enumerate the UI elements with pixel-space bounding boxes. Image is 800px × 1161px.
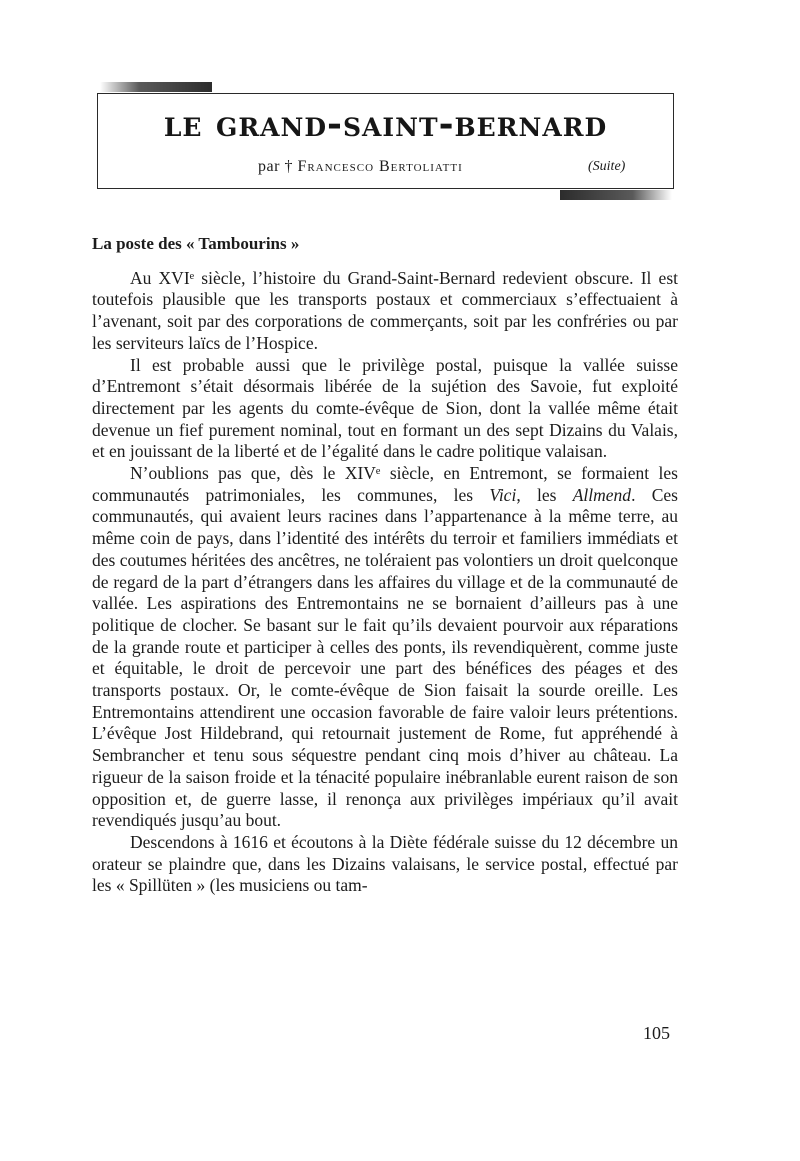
header-top-rule (100, 82, 212, 92)
article-body (92, 233, 678, 897)
term-vici: Vici (489, 484, 517, 505)
article-title: le grand-saint-bernard (163, 103, 608, 145)
paragraph-3 (92, 463, 678, 832)
term-allmend: Allmend (572, 484, 632, 505)
byline-par: par (258, 158, 280, 175)
paragraph-3-part-b: , les (516, 484, 573, 505)
paragraph-3-part-c: . Ces communautés, qui avaient leurs racines dans l’appartenance à la même terre, au même coin de pays, dans l’identité des intérêts du terroir et familiers immédiats et des coutumes héritées des ancêtres, ne toléraient pas volontiers un droit quelconque de regard de la part d’étrangers dans les affaires du village et de la communauté de vallée. Les aspirations des Entremontains ne se bornaient d’ailleurs pas à une politique de clocher. Se basant sur le fait qu’ils devaient pourvoir aux réparations de la grande route et participer à celles des ponts, ils revendiquèrent, comme juste et équitable, le droit de percevoir une part des bénéfices des péages et des transports postaux. Or, le comte-évêque de Sion faisait la sourde oreille. Les Entremontains attendirent une occasion favorable de faire valoir leurs prétentions. L’évêque Jost Hildebrand, qui retournait justement de Rome, fut appréhendé à Sembrancher et tenu sous séquestre pendant cinq mois d’hiver au château. La rigueur de la saison froide et la ténacité populaire inébranlable eurent raison de son opposition et, de guerre lasse, il renonça aux privilèges impériaux qu’il avait revendiqués jusqu’au bout. (92, 484, 678, 831)
dagger-symbol: † (284, 158, 293, 175)
byline (258, 158, 463, 176)
paragraph-2: Il est probable aussi que le privilège postal, puisque la vallée suisse d’Entremont s’était désormais libérée de la sujétion des Savoie, fut exploité directement par les agents du comte-évêque de Sion, dont la vallée même était devenue un fief purement nominal, tout en formant un des sept Dizains du Valais, et en jouissant de la liberté et de l’égalité dans le cadre politique valaisan. (92, 354, 678, 462)
section-heading: La poste des « Tambourins » (92, 234, 300, 253)
page-number: 105 (643, 1023, 670, 1043)
suite-note: (Suite) (588, 159, 626, 174)
paragraph-3-part-a: N’oublions pas que, dès le XIVᵉ siècle, en Entremont, se formaient les communautés patrimoniales, les communes, les (92, 463, 678, 505)
paragraph-1: Au XVIᵉ siècle, l’histoire du Grand-Saint-Bernard redevient obscure. Il est toutefois plausible que les transports postaux et commerciaux s’effectuaient à l’avenant, soit par des corporations de commerçants, soit par les confréries ou par les serviteurs laïcs de l’Hospice. (92, 267, 678, 353)
header-bottom-rule (560, 190, 672, 200)
author-name: Francesco Bertoliatti (297, 158, 463, 175)
paragraph-4: Descendons à 1616 et écoutons à la Diète fédérale suisse du 12 décembre un orateur se plaindre que, dans les Dizains valaisans, le service postal, effectué par les « Spillüten » (les musiciens ou tam- (92, 831, 678, 896)
